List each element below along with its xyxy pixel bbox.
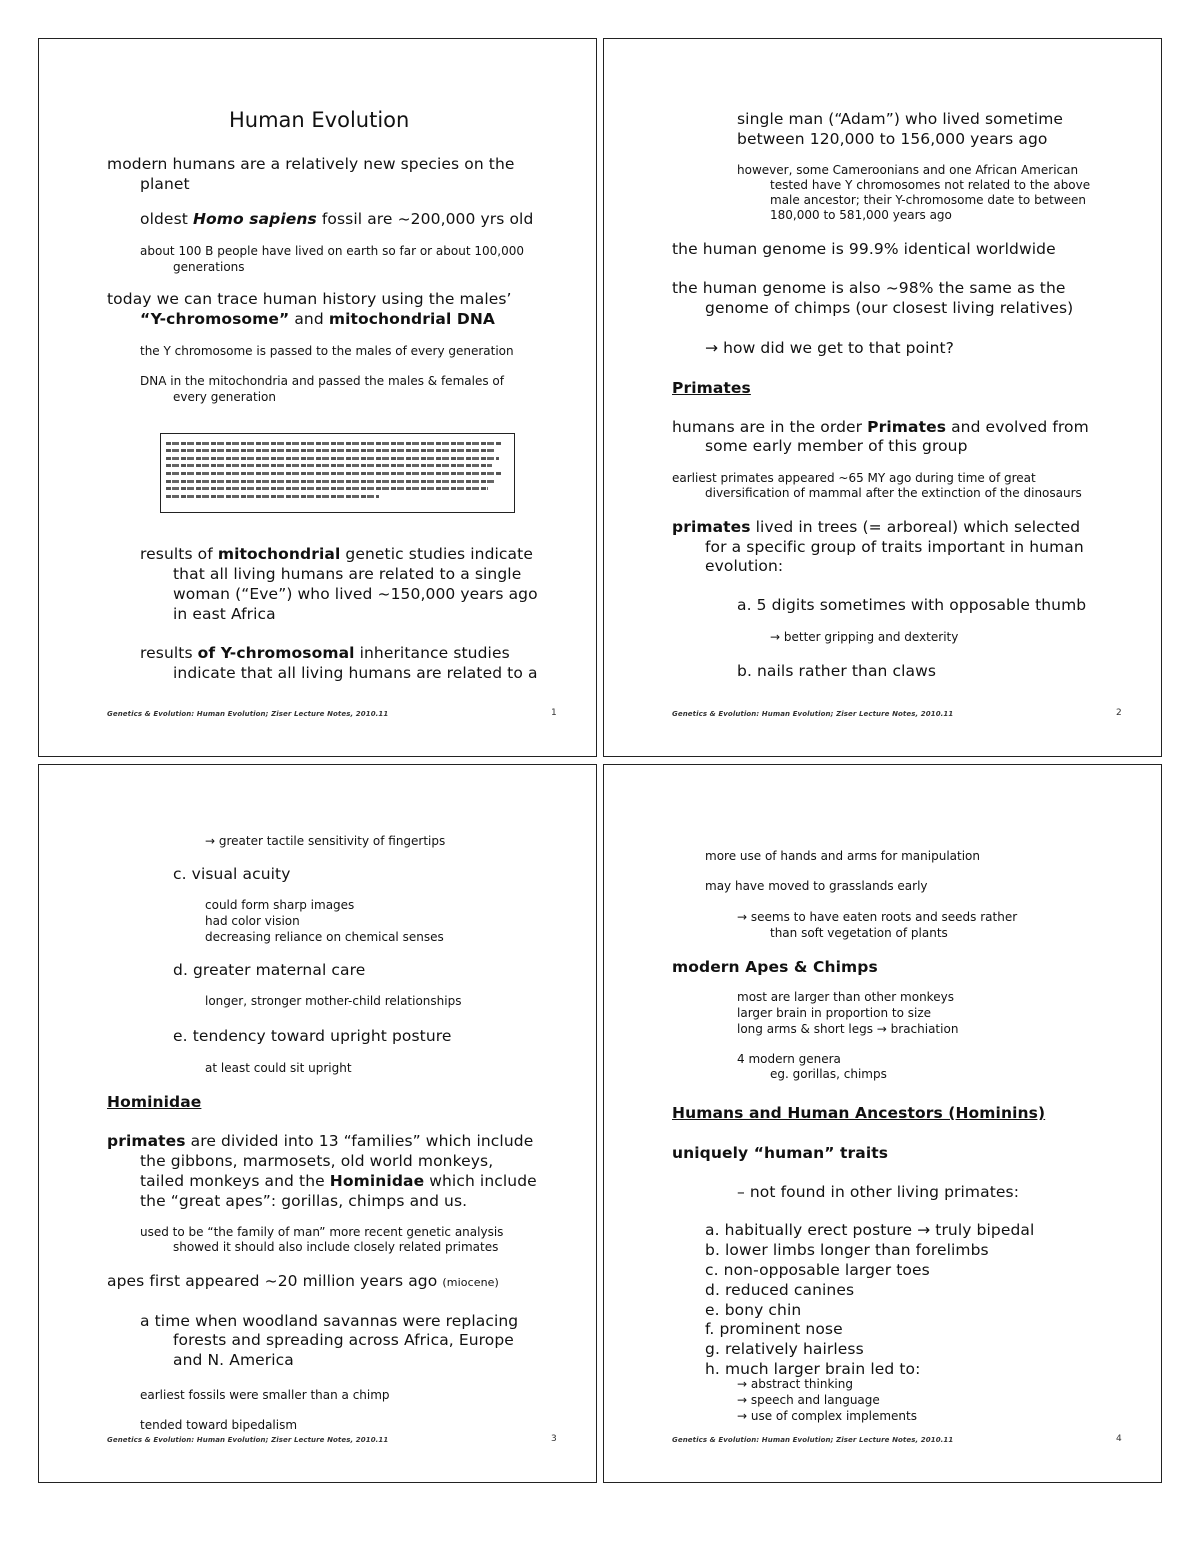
list-item: b. lower limbs longer than forelimbs xyxy=(705,1241,989,1259)
text-line: the “great apes”: gorillas, chimps and us. xyxy=(140,1192,468,1210)
text-line: primates are divided into 13 “families” which include xyxy=(107,1132,534,1150)
page-number: 3 xyxy=(551,1434,557,1444)
text-line: → greater tactile sensitivity of fingertips xyxy=(205,834,446,848)
text-line: however, some Cameroonians and one African American xyxy=(737,163,1079,177)
text-line: most are larger than other monkeys xyxy=(737,990,954,1004)
text-line: tended toward bipedalism xyxy=(140,1418,298,1432)
text-line: than soft vegetation of plants xyxy=(770,926,948,940)
text-line: for a specific group of traits important in human xyxy=(705,538,1084,556)
text-line: forests and spreading across Africa, Europe xyxy=(173,1331,514,1349)
list-item: a. 5 digits sometimes with opposable thumb xyxy=(737,596,1087,614)
slide-1 xyxy=(38,38,597,757)
text-line: → abstract thinking xyxy=(737,1377,853,1391)
text-line: used to be “the family of man” more recent genetic analysis xyxy=(140,1225,504,1239)
text-line: in east Africa xyxy=(173,605,276,623)
text-line: the human genome is 99.9% identical worldwide xyxy=(672,240,1056,258)
text-line: long arms & short legs → brachiation xyxy=(737,1022,959,1036)
text-line: primates lived in trees (= arboreal) which selected xyxy=(672,518,1081,536)
section-heading: Primates xyxy=(672,379,751,397)
text-line: at least could sit upright xyxy=(205,1061,352,1075)
list-item: e. tendency toward upright posture xyxy=(173,1027,452,1045)
text-line: that all living humans are related to a single xyxy=(173,565,522,583)
text-line: tested have Y chromosomes not related to the above xyxy=(770,178,1091,192)
text-line: → seems to have eaten roots and seeds rather xyxy=(737,910,1018,924)
text-line: the Y chromosome is passed to the males of every generation xyxy=(140,344,514,358)
list-item: d. reduced canines xyxy=(705,1281,855,1299)
text-line: and N. America xyxy=(173,1351,294,1369)
text-line: 4 modern genera xyxy=(737,1052,841,1066)
text-line: generations xyxy=(173,260,245,274)
slide-4 xyxy=(603,764,1162,1483)
text-line: a time when woodland savannas were replacing xyxy=(140,1312,519,1330)
text-line: had color vision xyxy=(205,914,300,928)
text-line: about 100 B people have lived on earth so far or about 100,000 xyxy=(140,244,524,258)
slide-3 xyxy=(38,764,597,1483)
text-line: diversification of mammal after the extinction of the dinosaurs xyxy=(705,486,1082,500)
text-line: earliest primates appeared ~65 MY ago during time of great xyxy=(672,471,1036,485)
text-line: results of Y-chromosomal inheritance studies xyxy=(140,644,510,662)
text-line: oldest Homo sapiens fossil are ~200,000 yrs old xyxy=(140,210,534,228)
text-line: more use of hands and arms for manipulation xyxy=(705,849,980,863)
text-line: → how did we get to that point? xyxy=(705,339,955,357)
text-line: single man (“Adam”) who lived sometime xyxy=(737,110,1064,128)
text-line: larger brain in proportion to size xyxy=(737,1006,932,1020)
text-line: results of mitochondrial genetic studies indicate xyxy=(140,545,533,563)
text-line: DNA in the mitochondria and passed the males & females of xyxy=(140,374,504,388)
text-line: → use of complex implements xyxy=(737,1409,917,1423)
text-line: decreasing reliance on chemical senses xyxy=(205,930,444,944)
footer: Genetics & Evolution: Human Evolution; Ziser Lecture Notes, 2010.11 xyxy=(672,1436,954,1444)
text-line: longer, stronger mother-child relationships xyxy=(205,994,462,1008)
text-line: evolution: xyxy=(705,557,784,575)
illegible-text-box xyxy=(160,433,515,513)
list-item: a. habitually erect posture → truly bipedal xyxy=(705,1221,1035,1239)
text-line: today we can trace human history using the males’ xyxy=(107,290,512,308)
text-line: genome of chimps (our closest living relatives) xyxy=(705,299,1074,317)
footer: Genetics & Evolution: Human Evolution; Ziser Lecture Notes, 2010.11 xyxy=(672,710,954,718)
text-line: apes first appeared ~20 million years ago (miocene) xyxy=(107,1272,499,1290)
list-item: f. prominent nose xyxy=(705,1320,843,1338)
page-number: 4 xyxy=(1116,1434,1122,1444)
page-number: 2 xyxy=(1116,708,1122,718)
text-line: woman (“Eve”) who lived ~150,000 years ago xyxy=(173,585,538,603)
section-heading: modern Apes & Chimps xyxy=(672,958,878,976)
page-number: 1 xyxy=(551,708,557,718)
text-line: may have moved to grasslands early xyxy=(705,879,928,893)
text-line: between 120,000 to 156,000 years ago xyxy=(737,130,1048,148)
list-item: d. greater maternal care xyxy=(173,961,366,979)
list-item: g. relatively hairless xyxy=(705,1340,864,1358)
text-line: showed it should also include closely related primates xyxy=(173,1240,499,1254)
text-line: eg. gorillas, chimps xyxy=(770,1067,887,1081)
list-item: b. nails rather than claws xyxy=(737,662,937,680)
text-line: → better gripping and dexterity xyxy=(770,630,959,644)
list-item: e. bony chin xyxy=(705,1301,802,1319)
section-heading: Humans and Human Ancestors (Hominins) xyxy=(672,1104,1046,1122)
section-heading: Hominidae xyxy=(107,1093,202,1111)
text-line: modern humans are a relatively new species on the xyxy=(107,155,515,173)
text-line: “Y-chromosome” and mitochondrial DNA xyxy=(140,310,495,328)
text-line: male ancestor; their Y-chromosome date to between xyxy=(770,193,1086,207)
list-item: c. non-opposable larger toes xyxy=(705,1261,930,1279)
text-line: the gibbons, marmosets, old world monkeys, xyxy=(140,1152,494,1170)
text-line: could form sharp images xyxy=(205,898,355,912)
text-line: indicate that all living humans are related to a xyxy=(173,664,538,682)
text-line: tailed monkeys and the Hominidae which include xyxy=(140,1172,537,1190)
footer: Genetics & Evolution: Human Evolution; Ziser Lecture Notes, 2010.11 xyxy=(107,1436,389,1444)
list-item: c. visual acuity xyxy=(173,865,291,883)
text-line: the human genome is also ~98% the same as the xyxy=(672,279,1066,297)
text-line: earliest fossils were smaller than a chimp xyxy=(140,1388,390,1402)
section-heading: uniquely “human” traits xyxy=(672,1144,889,1162)
text-line: 180,000 to 581,000 years ago xyxy=(770,208,952,222)
text-line: some early member of this group xyxy=(705,437,968,455)
text-line: → speech and language xyxy=(737,1393,880,1407)
text-line: humans are in the order Primates and evolved from xyxy=(672,418,1089,436)
text-line: every generation xyxy=(173,390,276,404)
slide-2 xyxy=(603,38,1162,757)
list-item: h. much larger brain led to: xyxy=(705,1360,921,1378)
text-line: planet xyxy=(140,175,190,193)
footer: Genetics & Evolution: Human Evolution; Ziser Lecture Notes, 2010.11 xyxy=(107,710,389,718)
slide-title: Human Evolution xyxy=(229,108,410,132)
text-line: – not found in other living primates: xyxy=(737,1183,1020,1201)
